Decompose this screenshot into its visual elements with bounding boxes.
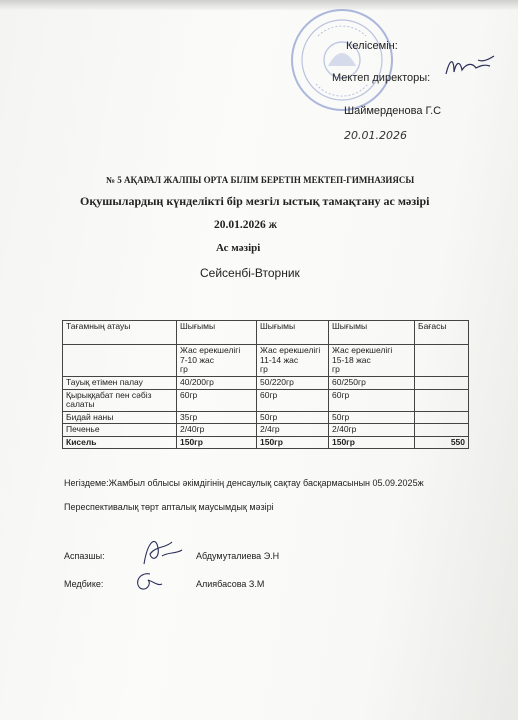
table-row xyxy=(63,411,469,424)
table-cell: 60гр xyxy=(177,389,257,411)
table-row xyxy=(63,424,469,437)
page-shadow xyxy=(0,0,518,10)
dish-name: Кисель xyxy=(63,436,177,449)
nurse-name: Алиябасова З.М xyxy=(196,579,265,589)
school-stamp xyxy=(288,6,396,114)
table-cell: 150гр xyxy=(329,436,415,449)
day-label: Сейсенбі-Вторник xyxy=(200,266,300,280)
table-cell: 60гр xyxy=(257,389,329,411)
dish-name: Бидай наны xyxy=(63,411,177,424)
menu-subtitle: Оқушылардың күнделікті бір мезгіл ыстық тамақтану ас мәзірі xyxy=(80,194,430,208)
table-header-row xyxy=(63,321,469,345)
perspective-text: Переспективалық төрт апталық маусымдық мәзірі xyxy=(64,502,274,512)
age-row xyxy=(63,345,469,377)
age-cell xyxy=(415,345,469,377)
menu-date: 20.01.2026 ж xyxy=(214,219,277,231)
approved-label: Келісемін: xyxy=(346,40,398,52)
menu-label: Ас мәзірі xyxy=(216,242,261,254)
age-cell: Жас ерекшелігі 7-10 жас гр xyxy=(177,345,257,377)
header-cell: Шығымы xyxy=(329,321,415,345)
price-total: 550 xyxy=(415,436,469,449)
age-cell: Жас ерекшелігі 15-18 жас гр xyxy=(329,345,415,377)
age-cell: Жас ерекшелігі 11-14 жас гр xyxy=(257,345,329,377)
table-cell: 60гр xyxy=(329,389,415,411)
table-cell: 150гр xyxy=(257,436,329,449)
director-label: Мектеп директоры: xyxy=(332,72,431,84)
table-cell: 50гр xyxy=(257,411,329,424)
age-cell xyxy=(63,345,177,377)
table-cell xyxy=(415,389,469,411)
dish-name: Қырыққабат пен сәбіз салаты xyxy=(63,389,177,411)
header-cell: Тағамның атауы xyxy=(63,321,177,345)
table-cell: 35гр xyxy=(177,411,257,424)
header-cell: Шығымы xyxy=(177,321,257,345)
table-cell: 50гр xyxy=(329,411,415,424)
table-cell xyxy=(415,377,469,390)
cook-signature xyxy=(138,534,188,570)
cook-name: Абдумуталиева Э.Н xyxy=(196,551,280,561)
school-name: № 5 АҚАРАЛ ЖАЛПЫ ОРТА БІЛІМ БЕРЕТІН МЕКТЕП-ГИМНАЗИЯСЫ xyxy=(106,175,415,185)
table-cell xyxy=(415,411,469,424)
signed-date: 20.01.2026 xyxy=(344,129,407,142)
table-cell: 150гр xyxy=(177,436,257,449)
table-cell: 2/40гр xyxy=(177,424,257,437)
table-cell: 2/40гр xyxy=(329,424,415,437)
menu-table xyxy=(62,320,469,449)
table-row xyxy=(63,436,469,449)
table-cell xyxy=(415,424,469,437)
header-cell: Бағасы xyxy=(415,321,469,345)
basis-text: Негіздеме:Жамбыл облысы әкімдігінің денсаулық сақтау басқармасынын 05.09.2025ж xyxy=(64,478,424,488)
table-row xyxy=(63,389,469,411)
director-name: Шаймерденова Г.С xyxy=(344,105,442,117)
table-row xyxy=(63,377,469,390)
nurse-label: Медбике: xyxy=(64,579,104,589)
table-cell: 40/200гр xyxy=(177,377,257,390)
director-signature xyxy=(442,54,498,80)
header-cell: Шығымы xyxy=(257,321,329,345)
table-cell: 2/4гр xyxy=(257,424,329,437)
table-cell: 50/220гр xyxy=(257,377,329,390)
table-cell: 60/250гр xyxy=(329,377,415,390)
dish-name: Тауық етімен палау xyxy=(63,377,177,390)
nurse-signature xyxy=(130,568,166,594)
cook-label: Аспазшы: xyxy=(64,551,105,561)
dish-name: Печенье xyxy=(63,424,177,437)
